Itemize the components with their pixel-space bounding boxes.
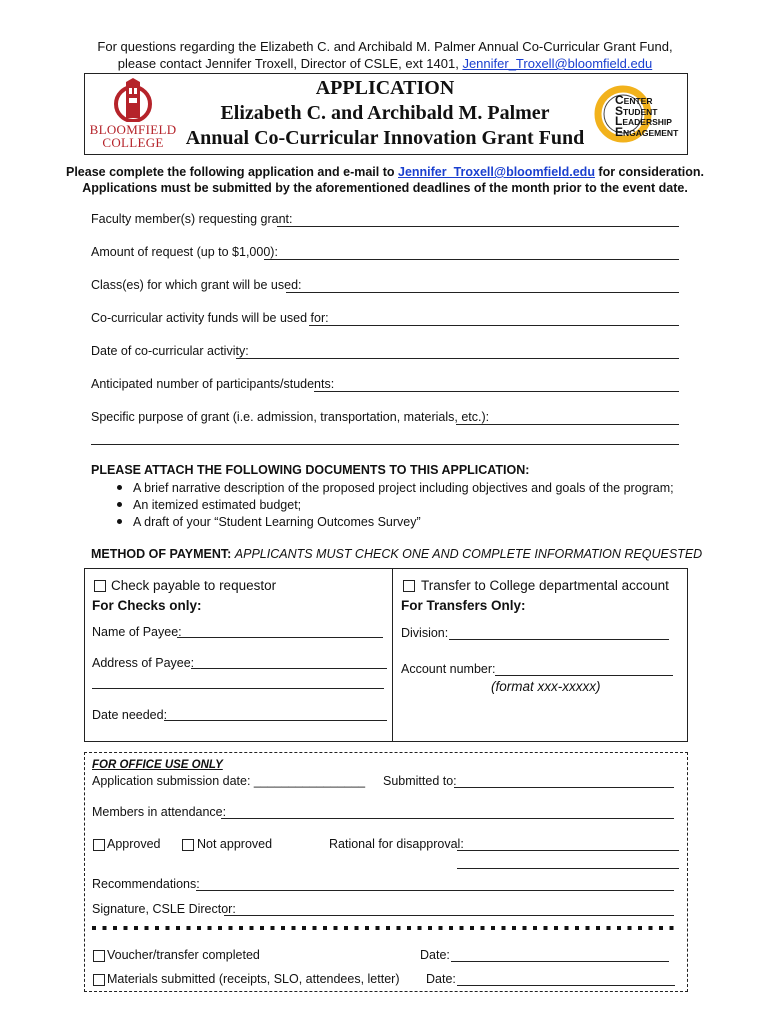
payee-address-label: Address of Payee: [92,656,195,670]
bullet-icon [117,502,122,507]
contact-email-link[interactable]: Jennifer_Troxell@bloomfield.edu [462,56,653,71]
csle-wordmark [615,93,679,139]
attach-item-text: An itemized estimated budget; [133,498,302,512]
purpose-field[interactable] [456,424,679,425]
csle-row-2: STUDENT [615,103,658,118]
purpose-field-continued[interactable] [91,444,679,445]
check-payable-checkbox[interactable] [94,580,106,592]
logo-line-2: COLLEGE [102,135,164,150]
submission-date-label: Application submission date: ________________ [92,774,366,788]
submitted-to-field[interactable] [454,787,674,788]
materials-date-field[interactable] [457,985,675,986]
csle-logo [591,78,685,150]
approved-checkbox[interactable] [93,839,105,851]
transfer-label: Transfer to College departmental account [421,578,669,593]
payment-heading-italic: APPLICANTS MUST CHECK ONE AND COMPLETE INFORMATION REQUESTED [234,547,703,561]
rational-label: Rational for disapproval: [329,837,464,851]
csle-row-1: CENTER [615,93,653,107]
faculty-label: Faculty member(s) requesting grant: [91,212,293,226]
title-line-1: APPLICATION [315,77,455,99]
account-format-hint: (format xxx-xxxxx) [491,679,601,694]
participants-field[interactable] [314,391,679,392]
materials-date-label: Date: [426,972,456,986]
activity-field[interactable] [309,325,679,326]
check-payable-label: Check payable to requestor [111,578,277,593]
dotted-separator [92,926,674,930]
checks-heading: For Checks only: [92,598,202,613]
csle-row-4: ENGAGEMENT [615,124,679,139]
purpose-label: Specific purpose of grant (i.e. admission, transportation, materials, etc.): [91,410,490,424]
recommendations-label: Recommendations: [92,877,200,891]
transfers-heading: For Transfers Only: [401,598,526,613]
voucher-label: Voucher/transfer completed [107,948,260,962]
contact-line-1: For questions regarding the Elizabeth C. and Archibald M. Palmer Annual Co-Curricular Grant Fund, [97,39,673,54]
division-label: Division: [401,626,449,640]
csle-row-3: LEADERSHIP [615,114,672,128]
payee-address-field[interactable] [191,668,387,669]
contact-line-2-text: please contact Jennifer Troxell, Director of CSLE, ext 1401, [117,56,463,71]
participants-label: Anticipated number of participants/students: [91,377,335,391]
recommendations-field[interactable] [196,890,674,891]
division-field[interactable] [449,639,669,640]
voucher-date-label: Date: [420,948,450,962]
attach-item [117,481,674,495]
classes-label: Class(es) for which grant will be used: [91,278,302,292]
instructions-prefix: Please complete the following application and e-mail to [65,165,398,179]
account-number-field[interactable] [495,675,673,676]
materials-checkbox[interactable] [93,974,105,986]
voucher-checkbox[interactable] [93,950,105,962]
date-needed-label: Date needed: [92,708,168,722]
office-use-box [84,752,688,992]
title-box [84,73,688,155]
materials-label: Materials submitted (receipts, SLO, attendees, letter) [107,972,400,986]
account-number-label: Account number: [401,662,496,676]
activity-label: Co-curricular activity funds will be used for: [91,311,329,325]
amount-field[interactable] [264,259,679,260]
signature-label: Signature, CSLE Director: [92,902,236,916]
payee-address-field-continued[interactable] [92,688,384,689]
title-line-3: Annual Co-Curricular Innovation Grant Fund [185,127,585,149]
attach-item [117,515,421,529]
submitted-to-label: Submitted to: [383,774,457,788]
contact-line-2 [0,56,770,71]
classes-field[interactable] [286,292,679,293]
rational-field-continued[interactable] [457,868,679,869]
attach-item [117,498,301,512]
instructions-line-1 [0,165,770,179]
office-heading: FOR OFFICE USE ONLY [92,759,223,771]
approved-label: Approved [107,837,161,851]
payee-name-field[interactable] [177,637,383,638]
members-field[interactable] [221,818,674,819]
payee-name-label: Name of Payee: [92,625,182,639]
instructions-suffix: for consideration. [594,165,704,179]
instructions-line-2: Applications must be submitted by the aforementioned deadlines of the month prior to the event date. [82,181,688,195]
attach-item-text: A draft of your “Student Learning Outcomes Survey” [133,515,421,529]
amount-label: Amount of request (up to $1,000): [91,245,278,259]
transfer-checkbox[interactable] [403,580,415,592]
attach-item-text: A brief narrative description of the proposed project including objectives and goals of the program; [133,481,674,495]
payment-box [84,568,688,742]
payment-divider [392,569,393,741]
logo-line-1: BLOOMFIELD [89,122,177,137]
voucher-date-field[interactable] [451,961,669,962]
bullet-icon [117,485,122,490]
payment-heading [91,547,702,561]
date-needed-field[interactable] [164,720,387,721]
not-approved-checkbox[interactable] [182,839,194,851]
members-label: Members in attendance: [92,805,227,819]
rational-field[interactable] [457,850,679,851]
instructions-email-link[interactable]: Jennifer_Troxell@bloomfield.edu [398,165,595,179]
payment-heading-bold: METHOD OF PAYMENT: [91,547,235,561]
not-approved-label: Not approved [197,837,273,851]
activity-date-label: Date of co-curricular activity: [91,344,249,358]
bullet-icon [117,519,122,524]
attach-heading: PLEASE ATTACH THE FOLLOWING DOCUMENTS TO THIS APPLICATION: [91,463,530,477]
activity-date-field[interactable] [236,358,679,359]
title-line-2: Elizabeth C. and Archibald M. Palmer [220,102,550,124]
faculty-field[interactable] [277,226,679,227]
signature-field[interactable] [224,915,674,916]
